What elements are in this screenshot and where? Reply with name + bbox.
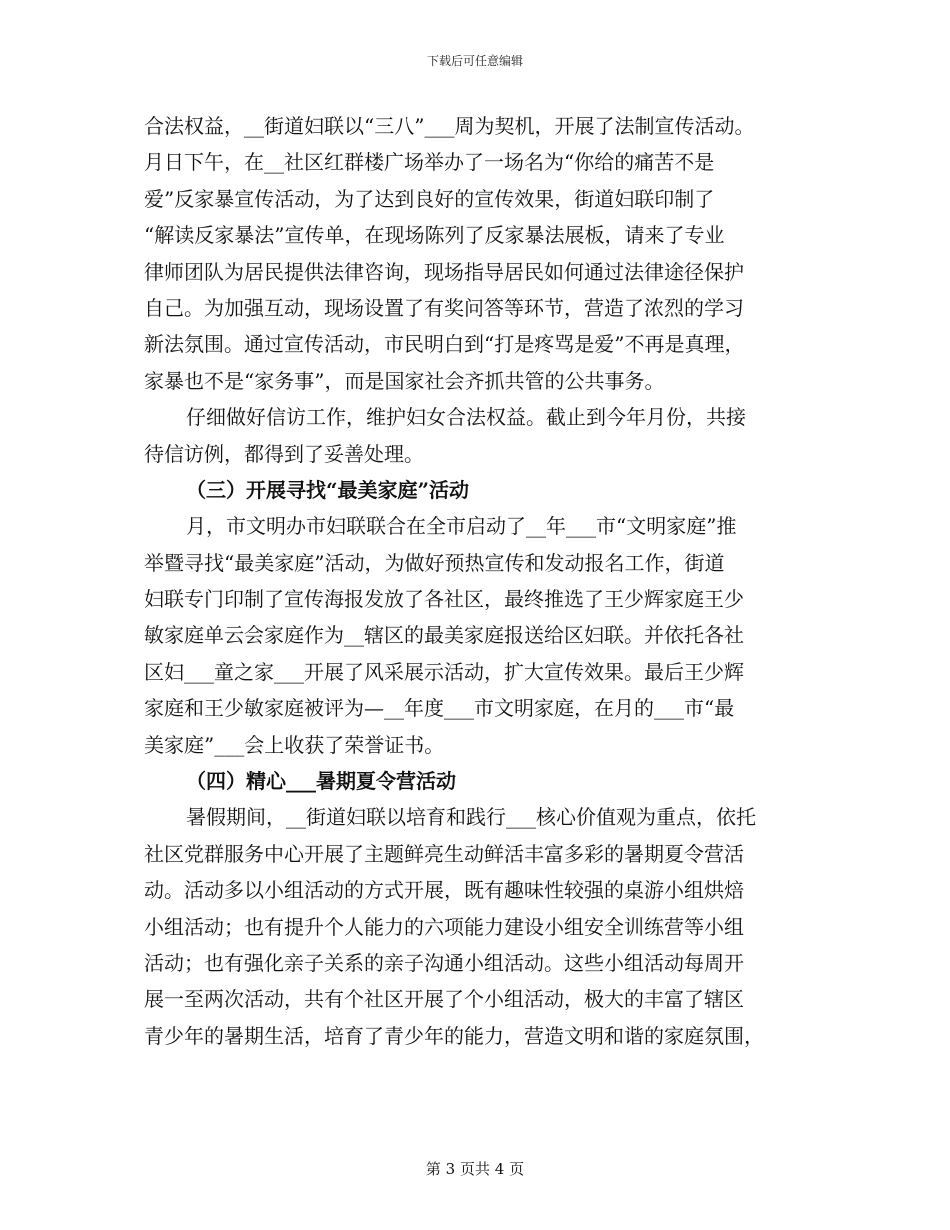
paragraph-line: 新法氛围。通过宣传活动，市民明白到“打是疼骂是爱”不再是真理， — [144, 332, 745, 357]
paragraph-line: “解读反家暴法”宣传单，在现场陈列了反家暴法展板，请来了专业 — [144, 223, 725, 248]
paragraph-line: 青少年的暑期生活，培育了青少年的能力，营造文明和谐的家庭氛围， — [144, 1023, 764, 1048]
paragraph-line: 区妇___童之家___开展了风采展示活动，扩大宣传效果。最后王少辉 — [144, 659, 744, 684]
paragraph-line: 展一至两次活动，共有个社区开展了个小组活动，极大的丰富了辖区 — [144, 987, 744, 1012]
paragraph-line: 小组活动；也有提升个人能力的六项能力建设小组安全训练营等小组 — [144, 914, 744, 939]
paragraph-line: 家暴也不是“家务事”，而是国家社会齐抓共管的公共事务。 — [144, 368, 665, 393]
page-header: 下载后可任意编辑 — [426, 54, 523, 68]
paragraph-line: 月，市文明办市妇联联合在全市启动了__年___市“文明家庭”推 — [186, 514, 737, 539]
paragraph-line: 仔细做好信访工作，维护妇女合法权益。截止到今年月份，共接 — [186, 405, 746, 430]
paragraph-line: 暑假期间，__街道妇联以培育和践行___核心价值观为重点，依托 — [186, 805, 756, 830]
paragraph-line: 爱”反家暴宣传活动，为了达到良好的宣传效果，街道妇联印制了 — [144, 186, 715, 211]
document-body — [144, 108, 824, 1054]
paragraph-line: 自己。为加强互动，现场设置了有奖问答等环节，营造了浓烈的学习 — [144, 295, 744, 320]
paragraph-line: 社区党群服务中心开展了主题鲜亮生动鲜活丰富多彩的暑期夏令营活 — [144, 841, 744, 866]
paragraph-line: 待信访例，都得到了妥善处理。 — [144, 441, 424, 466]
section-heading: （三）开展寻找“最美家庭”活动 — [186, 477, 470, 502]
section-heading: （四）精心___暑期夏令营活动 — [186, 769, 456, 794]
paragraph-line: 美家庭”___会上收获了荣誉证书。 — [144, 732, 445, 757]
paragraph-line: 家庭和王少敏家庭被评为—__年度___市文明家庭，在月的___市“最 — [144, 696, 735, 721]
paragraph-line: 妇联专门印制了宣传海报发放了各社区，最终推选了王少辉家庭王少 — [144, 587, 744, 612]
paragraph-line: 活动；也有强化亲子关系的亲子沟通小组活动。这些小组活动每周开 — [144, 950, 744, 975]
paragraph-line: 举暨寻找“最美家庭”活动，为做好预热宣传和发动报名工作，街道 — [144, 550, 725, 575]
paragraph-line: 动。活动多以小组活动的方式开展，既有趣味性较强的桌游小组烘焙 — [144, 878, 744, 903]
paragraph-line: 敏家庭单云会家庭作为__辖区的最美家庭报送给区妇联。并依托各社 — [144, 623, 744, 648]
paragraph-line: 律师团队为居民提供法律咨询，现场指导居民如何通过法律途径保护 — [144, 259, 744, 284]
page-number: 第 3 页共 4 页 — [425, 1160, 525, 1178]
paragraph-line: 合法权益，__街道妇联以“三八”___周为契机，开展了法制宣传活动。 — [144, 114, 755, 138]
paragraph-line: 月日下午，在__社区红群楼广场举办了一场名为“你给的痛苦不是 — [144, 150, 715, 175]
